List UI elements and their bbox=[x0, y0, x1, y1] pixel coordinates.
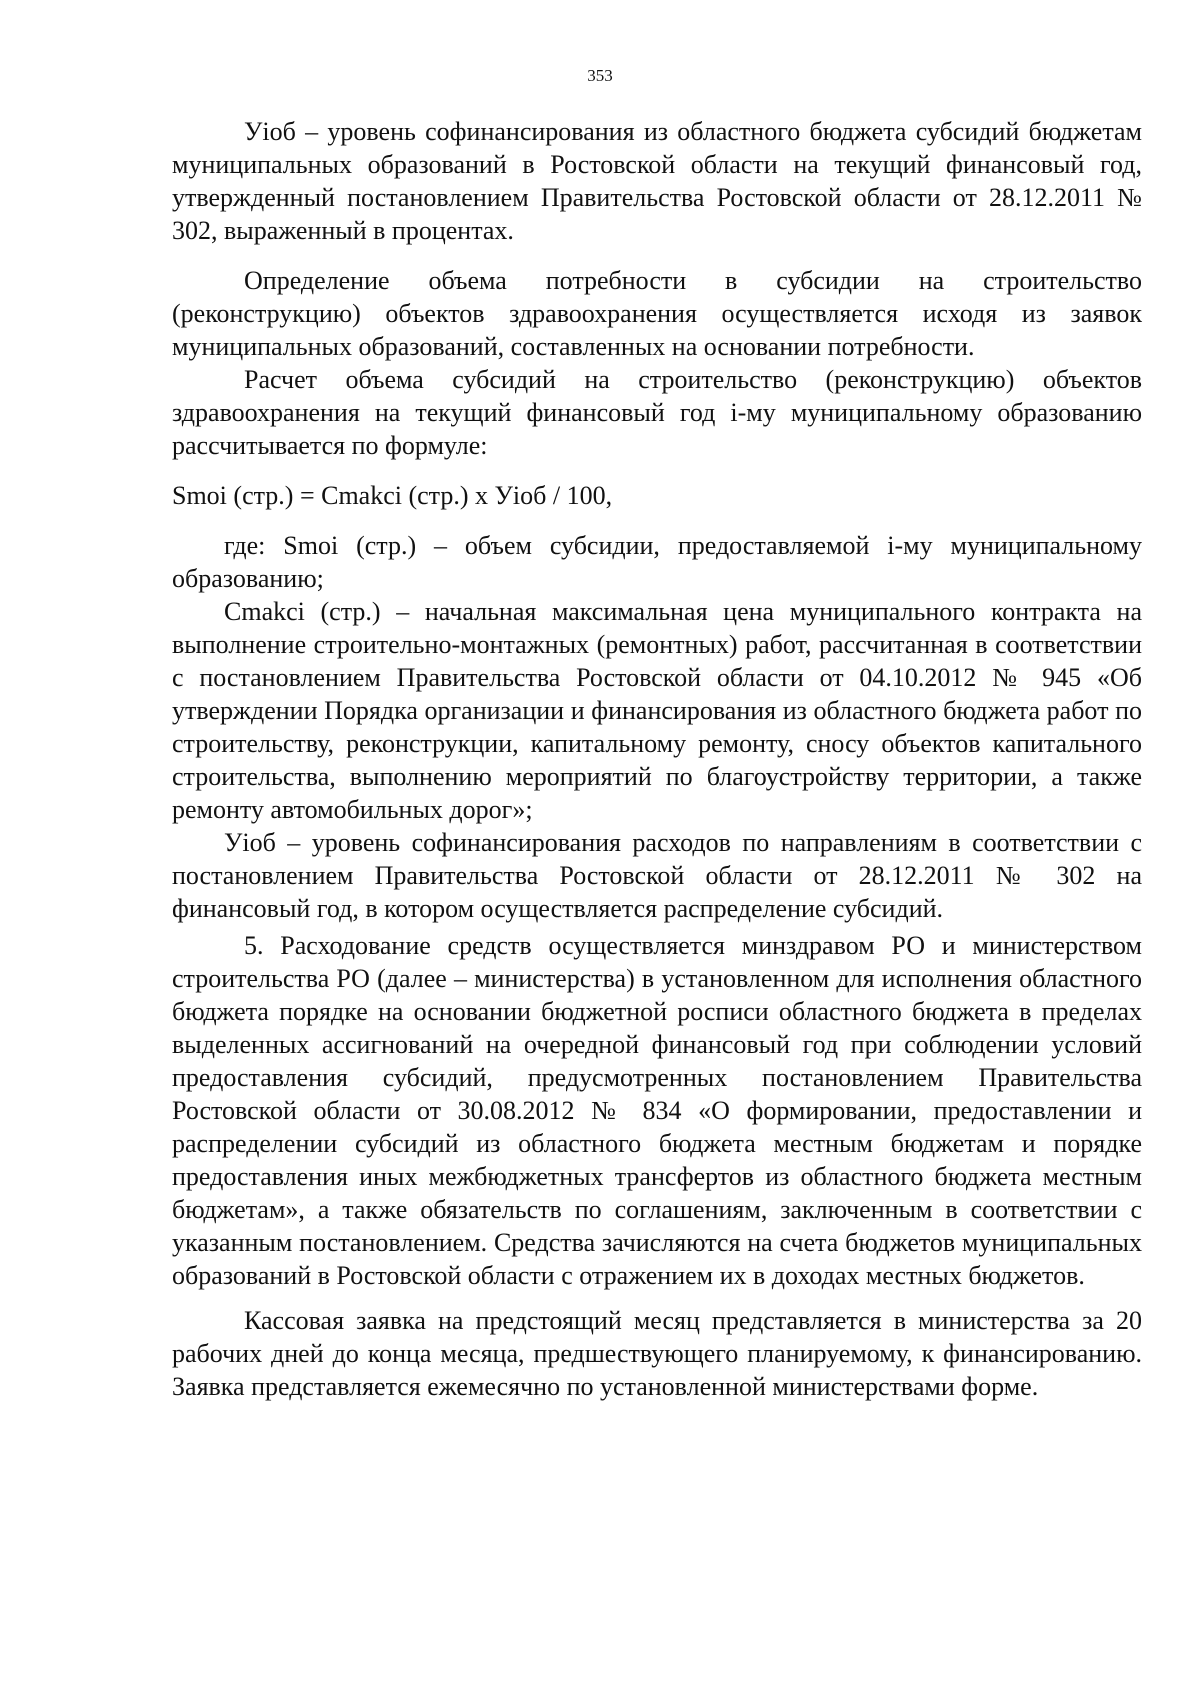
paragraph-subsidy-calculation-intro: Расчет объема субсидий на строительство (реконструкцию) объектов здравоохранения на текущий финансовый год i-му муниципальному образованию рассчитывается по формуле: bbox=[172, 365, 1142, 460]
page-number: 353 bbox=[587, 66, 613, 85]
paragraph-item-5-spending: 5. Расходование средств осуществляется минздравом РО и министерством строительства РО (далее – министерства) в установленном для исполнения областного бюджета порядке на основании бюджетной росписи областного бюджета в пределах выделенных ассигнований на очередной финансовый год при соблюдении условий предоставления субсидий, предусмотренных постановлением Правительства Ростовской области от 30.08.2012 № 834 «О формировании, предоставлении и распределении субсидий из областного бюджета местным бюджетам и порядке предоставления иных межбюджетных трансфертов из областного бюджета местным бюджетам», а также обязательств по соглашениям, заключенным в соответствии с указанным постановлением. Средства зачисляются на счета бюджетов муниципальных образований в Ростовской области с отражением их в доходах местных бюджетов. bbox=[172, 931, 1142, 1290]
paragraph-need-determination: Определение объема потребности в субсидии на строительство (реконструкцию) объектов здравоохранения осуществляется исходя из заявок муниципальных образований, составленных на основании потребности. bbox=[172, 266, 1142, 361]
paragraph-yiob-definition: Уiоб – уровень софинансирования расходов по направлениям в соответствии с постановлением Правительства Ростовской области от 28.12.2011 № 302 на финансовый год, в котором осуществляется распределение субсидий. bbox=[172, 828, 1142, 923]
paragraph-cash-request: Кассовая заявка на предстоящий месяц представляется в министерства за 20 рабочих дней до конца месяца, предшествующего планируемому, к финансированию. Заявка представляется ежемесячно по установленной министерствами форме. bbox=[172, 1306, 1142, 1401]
paragraph-co-financing-level-definition: Уiоб – уровень софинансирования из областного бюджета субсидий бюджетам муниципальных образований в Ростовской области на текущий финансовый год, утвержденный постановлением Правительства Ростовской области от 28.12.2011 № 302, выраженный в процентах. bbox=[172, 117, 1142, 245]
document-body bbox=[172, 115, 1142, 1403]
paragraph-smoi-definition: где: Smoi (стр.) – объем субсидии, предоставляемой i-му муниципальному образованию; bbox=[172, 531, 1142, 593]
paragraph-cmakci-definition: Cmakci (стр.) – начальная максимальная цена муниципального контракта на выполнение строительно-монтажных (ремонтных) работ, рассчитанная в соответствии с постановлением Правительства Ростовской области от 04.10.2012 № 945 «Об утверждении Порядка организации и финансирования из областного бюджета работ по строительству, реконструкции, капитальному ремонту, сносу объектов капитального строительства, выполнению мероприятий по благоустройству территории, а также ремонту автомобильных дорог»; bbox=[172, 597, 1142, 824]
formula: Smoi (стр.) = Cmakci (стр.) х Уiоб / 100, bbox=[172, 481, 613, 510]
